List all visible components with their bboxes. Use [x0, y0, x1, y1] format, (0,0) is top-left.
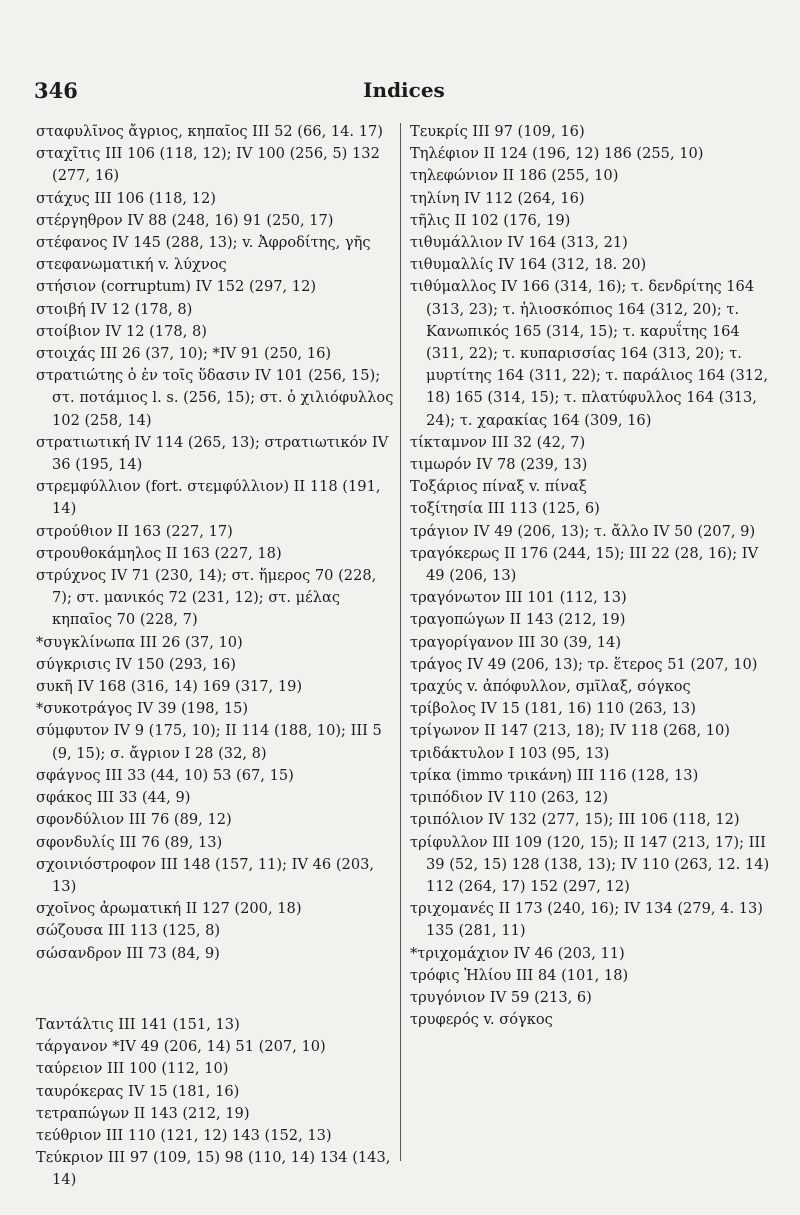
index-entry: τρυφερός v. σόγκος: [410, 1011, 553, 1029]
index-entry: τοξίτησία III 113 (125, 6): [410, 500, 600, 518]
index-entry: σχοινιόστροφον III 148 (157, 11); IV 46 (203, 13): [36, 855, 375, 895]
index-columns: [36, 121, 772, 1189]
index-entry: τρίγωνον II 147 (213, 18); IV 118 (268, 10): [410, 722, 731, 740]
section-gap: [36, 979, 396, 999]
index-entry: σύμφυτον IV 9 (175, 10); II 114 (188, 10); III 5 (9, 15); σ. ἄγριον I 28 (32, 8): [36, 722, 382, 762]
page-header: [34, 78, 774, 108]
index-entry: στρατιωτική IV 114 (265, 13); στρατιωτικόν IV 36 (195, 14): [36, 433, 389, 474]
index-entry: τιθυμάλλιον IV 164 (313, 21): [410, 234, 628, 252]
index-entry: Τηλέφιον II 124 (196, 12) 186 (255, 10): [410, 145, 704, 163]
index-entry: Τευκρίς III 97 (109, 16): [410, 123, 585, 140]
index-entry: σταχῖτις III 106 (118, 12); IV 100 (256, 5) 132 (277, 16): [36, 145, 380, 185]
running-head: Indices: [363, 78, 445, 102]
index-entry: Ταντάλτις III 141 (151, 13): [36, 1015, 240, 1033]
index-entry: σφονδύλιον III 76 (89, 12): [36, 811, 232, 829]
index-entry: τρίβολος IV 15 (181, 16) 110 (263, 13): [410, 700, 696, 718]
index-entry: ταύρειον III 100 (112, 10): [36, 1060, 229, 1078]
index-entry: σύγκρισις IV 150 (293, 16): [36, 655, 237, 673]
index-entry: τράγος IV 49 (206, 13); τρ. ἕτερος 51 (207, 10): [410, 655, 758, 673]
index-entry: στρεμφύλλιον (fort. στεμφύλλιον) II 118 (191, 14): [36, 478, 381, 518]
index-entry: τρίκα (immo τρικάνη) III 116 (128, 13): [410, 766, 699, 784]
index-entry: σώζουσα III 113 (125, 8): [36, 922, 221, 940]
index-entry: σώσανδρον III 73 (84, 9): [36, 944, 220, 962]
index-entry: τραχύς v. ἀπόφυλλον, σμῖλαξ, σόγκος: [410, 678, 691, 696]
index-entry: στρουθοκάμηλος II 163 (227, 18): [36, 544, 282, 562]
index-entry: στήσιον (corruptum) IV 152 (297, 12): [36, 278, 317, 296]
index-entry: τηλίνη IV 112 (264, 16): [410, 189, 585, 207]
index-entry: συκῆ IV 168 (316, 14) 169 (317, 19): [36, 678, 303, 696]
index-entry: Τοξάριος πίναξ v. πίναξ: [410, 478, 587, 496]
index-entry: τίκταμνον III 32 (42, 7): [410, 433, 586, 451]
index-entry: τριπόδιον IV 110 (263, 12): [410, 789, 609, 807]
index-entry: Τεύκριον III 97 (109, 15) 98 (110, 14) 134 (143, 14): [36, 1149, 391, 1189]
column-divider: [400, 123, 401, 1161]
index-entry: *τριχομάχιον IV 46 (203, 11): [410, 944, 625, 962]
index-entry: στέργηθρον IV 88 (248, 16) 91 (250, 17): [36, 211, 334, 229]
index-entry: τρυγόνιον IV 59 (213, 6): [410, 988, 592, 1006]
index-entry: στάχυς III 106 (118, 12): [36, 189, 216, 207]
index-entry: τρίφυλλον III 109 (120, 15); II 147 (213, 17); III 39 (52, 15) 128 (138, 13); IV 110 (263, 12. 14) 112 (264, 17) 152 (297, 12): [410, 833, 770, 895]
index-entry: στοίβιον IV 12 (178, 8): [36, 322, 207, 340]
index-entry: τριπόλιον IV 132 (277, 15); III 106 (118, 12): [410, 811, 740, 829]
index-entry: τεύθριον III 110 (121, 12) 143 (152, 13): [36, 1126, 332, 1144]
index-entry: στεφανωματική v. λύχνος: [36, 256, 227, 274]
index-entry: στρούθιον II 163 (227, 17): [36, 522, 233, 540]
index-entry: τιθυμαλλίς IV 164 (312, 18. 20): [410, 256, 647, 274]
index-entry: στρατιώτης ὁ ἐν τοῖς ὕδασιν IV 101 (256, 15); στ. ποτάμιος l. s. (256, 15); στ. ὁ χιλιόφυλλος 102 (258, 14): [36, 367, 394, 429]
index-entry: τραγόνωτον III 101 (112, 13): [410, 589, 627, 607]
index-entry: τιμωρόν IV 78 (239, 13): [410, 456, 588, 474]
index-entry: τηλεφώνιον II 186 (255, 10): [410, 167, 619, 185]
left-column: [36, 121, 396, 1192]
index-entry: τραγοπώγων II 143 (212, 19): [410, 611, 626, 629]
index-entry: στρύχνος IV 71 (230, 14); στ. ἥμερος 70 (228, 7); στ. μανικός 72 (231, 12); στ. μέλας κηπαῖος 70 (228, 7): [36, 567, 377, 629]
index-entry: σφάγνος III 33 (44, 10) 53 (67, 15): [36, 766, 294, 784]
index-entry: τετραπώγων II 143 (212, 19): [36, 1104, 250, 1122]
index-entry: τριδάκτυλον I 103 (95, 13): [410, 744, 610, 762]
index-entry: τραγορίγανον III 30 (39, 14): [410, 633, 622, 651]
index-entry: *συκοτράγος IV 39 (198, 15): [36, 700, 249, 718]
right-column: [410, 121, 772, 1031]
index-entry: τρόφις Ἡλίου III 84 (101, 18): [410, 966, 629, 984]
index-entry: στοιχάς III 26 (37, 10); *IV 91 (250, 16): [36, 345, 332, 363]
index-entry: τιθύμαλλος IV 166 (314, 16); τ. δενδρίτης 164 (313, 23); τ. ἡλιοσκόπιος 164 (312, 20); τ. Κανωπικός 165 (314, 15); τ. καρυΐτης 164 (311, 22); τ. κυπαρισσίας 164 (313, 20); τ. μυρτίτης 164 (311, 22); τ. παράλιος 164 (312, 18) 165 (314, 15); τ. πλατύφυλλος 164 (313, 24); τ. χαρακίας 164 (309, 16): [410, 278, 768, 429]
index-entry: σφονδυλίς III 76 (89, 13): [36, 833, 223, 851]
index-entry: σχοῖνος ἀρωματική II 127 (200, 18): [36, 900, 302, 918]
index-entry: σφάκος III 33 (44, 9): [36, 789, 191, 807]
index-entry: ταυρόκερας IV 15 (181, 16): [36, 1082, 240, 1100]
index-entry: τῆλις II 102 (176, 19): [410, 211, 571, 229]
index-entry: στέφανος IV 145 (288, 13); v. Ἀφροδίτης, γῆς: [36, 234, 371, 252]
index-entry: στοιβή IV 12 (178, 8): [36, 300, 193, 318]
index-entry: τάργανον *IV 49 (206, 14) 51 (207, 10): [36, 1038, 326, 1056]
index-entry: σταφυλῖνος ἄγριος, κηπαῖος III 52 (66, 14. 17): [36, 123, 383, 140]
page-number: 346: [34, 78, 78, 103]
index-entry: τριχομανές II 173 (240, 16); IV 134 (279, 4. 13) 135 (281, 11): [410, 900, 763, 940]
index-entry: τράγιον IV 49 (206, 13); τ. ἄλλο IV 50 (207, 9): [410, 522, 756, 540]
index-entry: *συγκλίνωπα III 26 (37, 10): [36, 633, 243, 651]
index-entry: τραγόκερως II 176 (244, 15); III 22 (28, 16); IV 49 (206, 13): [410, 544, 759, 585]
